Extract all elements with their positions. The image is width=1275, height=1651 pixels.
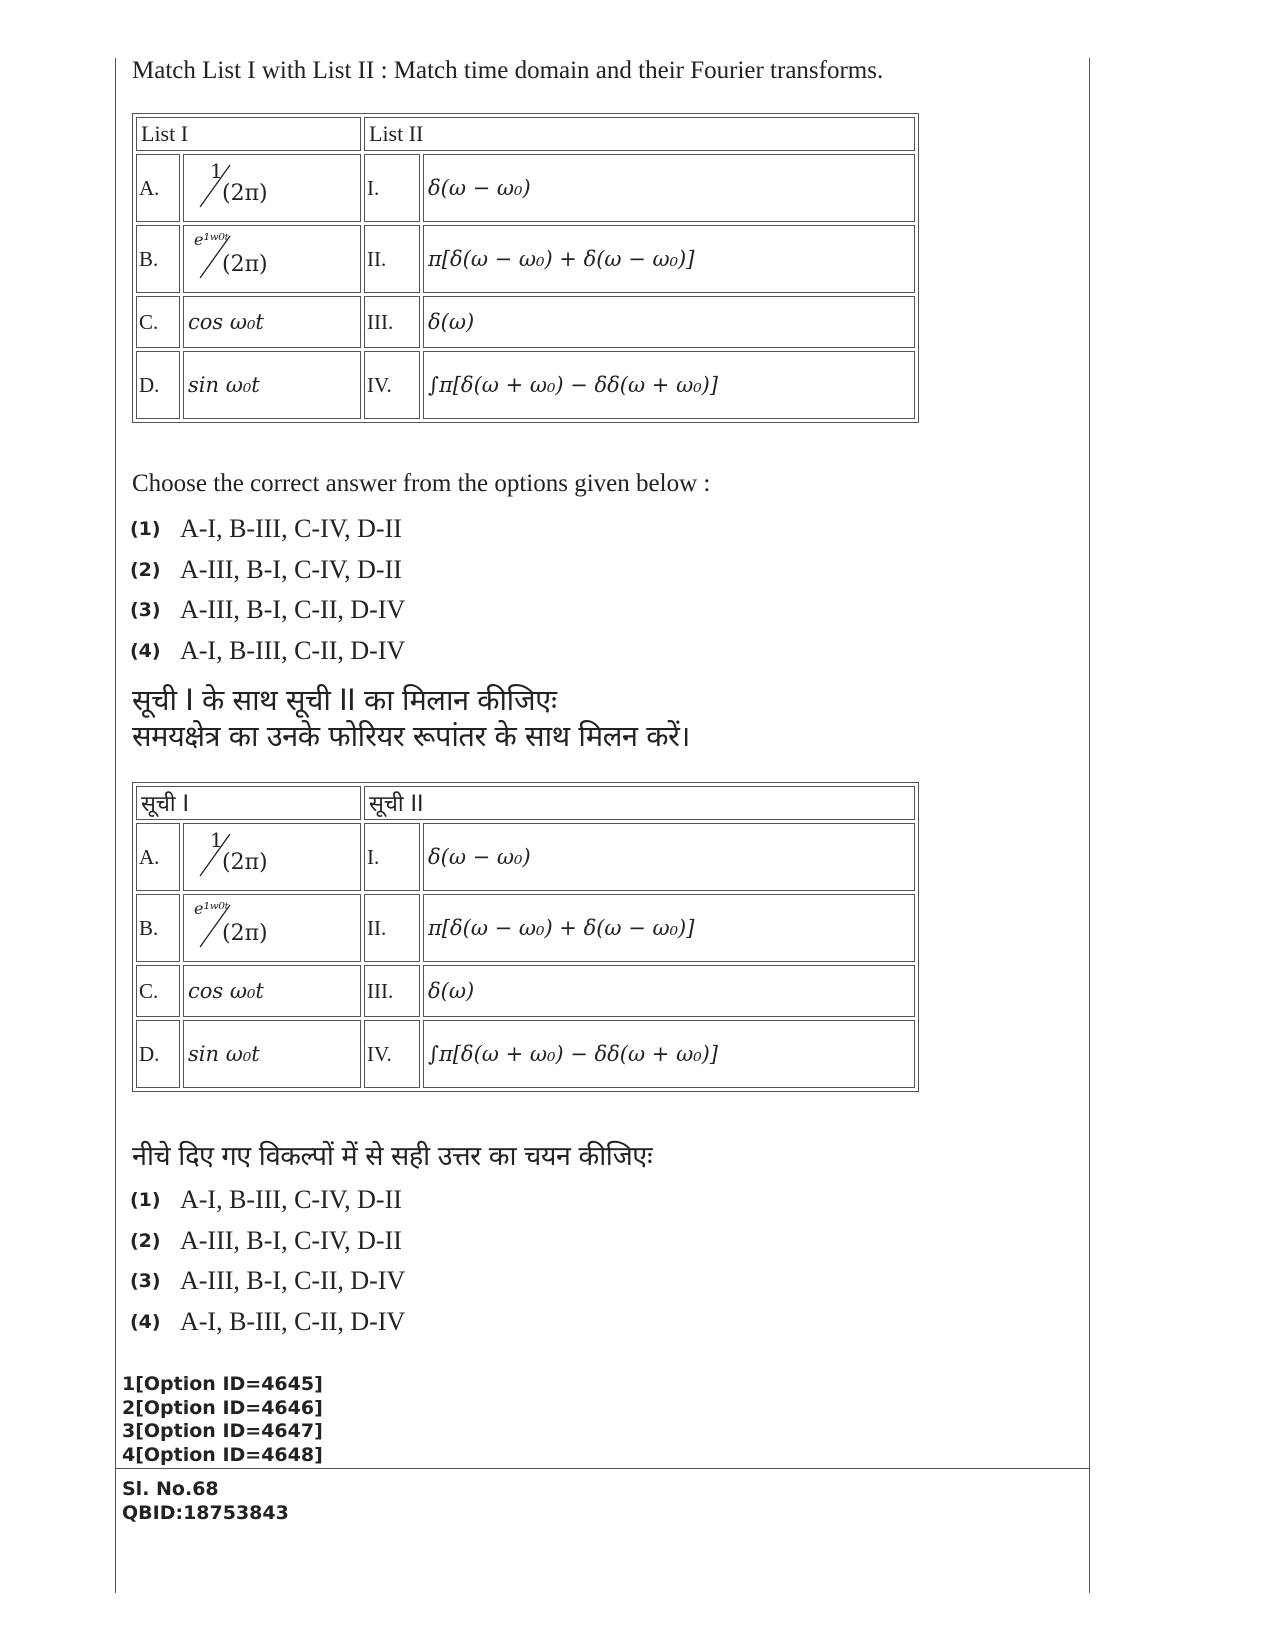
fraction-denominator: (2π) <box>222 252 268 277</box>
list1-header: सूची I <box>136 786 361 820</box>
row-label: D. <box>136 1020 180 1088</box>
option-id-list <box>122 1373 323 1467</box>
row-expression: sin ω₀t <box>183 351 361 419</box>
list2-header: सूची II <box>364 786 915 820</box>
row-label: B. <box>136 894 180 962</box>
row-label: C. <box>136 296 180 348</box>
row-label: II. <box>364 894 420 962</box>
options-list-hi <box>130 1180 405 1342</box>
row-expression: δ(ω − ω₀) <box>423 823 915 891</box>
question-meta <box>122 1478 289 1525</box>
row-expression <box>183 154 361 222</box>
option-id: 1[Option ID=4645] <box>122 1373 323 1395</box>
fraction-numerator: 1 <box>210 828 223 852</box>
question-bank-id: QBID:18753843 <box>122 1501 289 1524</box>
row-label: III. <box>364 965 420 1017</box>
right-border-line <box>1089 58 1090 1593</box>
row-label: III. <box>364 296 420 348</box>
row-expression <box>183 225 361 293</box>
option-item[interactable]: (4) A-I, B-III, C-II, D-IV <box>130 635 406 665</box>
list2-header: List II <box>364 117 915 151</box>
option-item[interactable]: (2) A-III, B-I, C-IV, D-II <box>130 1225 402 1255</box>
fraction-numerator: e¹ʷ⁰ᵗ <box>194 230 229 249</box>
fraction-numerator: e¹ʷ⁰ᵗ <box>194 899 229 918</box>
row-label: I. <box>364 154 420 222</box>
row-expression: ∫π[δ(ω + ω₀) − δδ(ω + ω₀)] <box>423 351 915 419</box>
match-table-hi <box>132 782 919 1092</box>
option-item[interactable]: (1) A-I, B-III, C-IV, D-II <box>130 514 402 544</box>
option-item[interactable]: (3) A-III, B-I, C-II, D-IV <box>130 1266 406 1296</box>
option-id: 4[Option ID=4648] <box>122 1443 323 1466</box>
row-expression: π[δ(ω − ω₀) + δ(ω − ω₀)] <box>423 894 915 962</box>
fraction-denominator: (2π) <box>222 181 268 206</box>
list1-header: List I <box>136 117 361 151</box>
row-label: D. <box>136 351 180 419</box>
option-item[interactable]: (4) A-I, B-III, C-II, D-IV <box>130 1306 406 1336</box>
question-title-hi-line1: सूची I के साथ सूची II का मिलान कीजिएः <box>132 683 557 717</box>
row-expression: cos ω₀t <box>183 965 361 1017</box>
match-table-en <box>132 113 919 423</box>
section-divider <box>115 1468 1090 1469</box>
option-item[interactable]: (2) A-III, B-I, C-IV, D-II <box>130 554 402 584</box>
instruction-en: Choose the correct answer from the options given below : <box>132 470 711 497</box>
fraction-denominator: (2π) <box>222 921 268 946</box>
row-label: II. <box>364 225 420 293</box>
row-expression: δ(ω) <box>423 296 915 348</box>
row-label: A. <box>136 823 180 891</box>
row-expression: cos ω₀t <box>183 296 361 348</box>
row-expression: δ(ω − ω₀) <box>423 154 915 222</box>
row-expression: sin ω₀t <box>183 1020 361 1088</box>
option-item[interactable]: (1) A-I, B-III, C-IV, D-II <box>130 1185 402 1215</box>
row-label: B. <box>136 225 180 293</box>
row-label: I. <box>364 823 420 891</box>
question-title-hi-line2: समयक्षेत्र का उनके फोरियर रूपांतर के साथ मिलन करें। <box>132 719 690 753</box>
row-expression <box>183 894 361 962</box>
fraction-numerator: 1 <box>210 159 223 183</box>
fraction-denominator: (2π) <box>222 850 268 875</box>
serial-number: Sl. No.68 <box>122 1478 219 1500</box>
row-label: C. <box>136 965 180 1017</box>
row-label: IV. <box>364 351 420 419</box>
row-label: A. <box>136 154 180 222</box>
option-id: 2[Option ID=4646] <box>122 1396 323 1419</box>
row-expression: π[δ(ω − ω₀) + δ(ω − ω₀)] <box>423 225 915 293</box>
row-expression <box>183 823 361 891</box>
instruction-hi: नीचे दिए गए विकल्पों में से सही उत्तर का चयन कीजिएः <box>132 1141 653 1172</box>
row-label: IV. <box>364 1020 420 1088</box>
row-expression: ∫π[δ(ω + ω₀) − δδ(ω + ω₀)] <box>423 1020 915 1088</box>
left-border-line <box>115 58 116 1593</box>
question-title-en: Match List I with List II : Match time domain and their Fourier transforms. <box>132 57 884 84</box>
row-expression: δ(ω) <box>423 965 915 1017</box>
options-list-en <box>130 509 405 671</box>
option-id: 3[Option ID=4647] <box>122 1420 323 1442</box>
option-item[interactable]: (3) A-III, B-I, C-II, D-IV <box>130 595 406 625</box>
